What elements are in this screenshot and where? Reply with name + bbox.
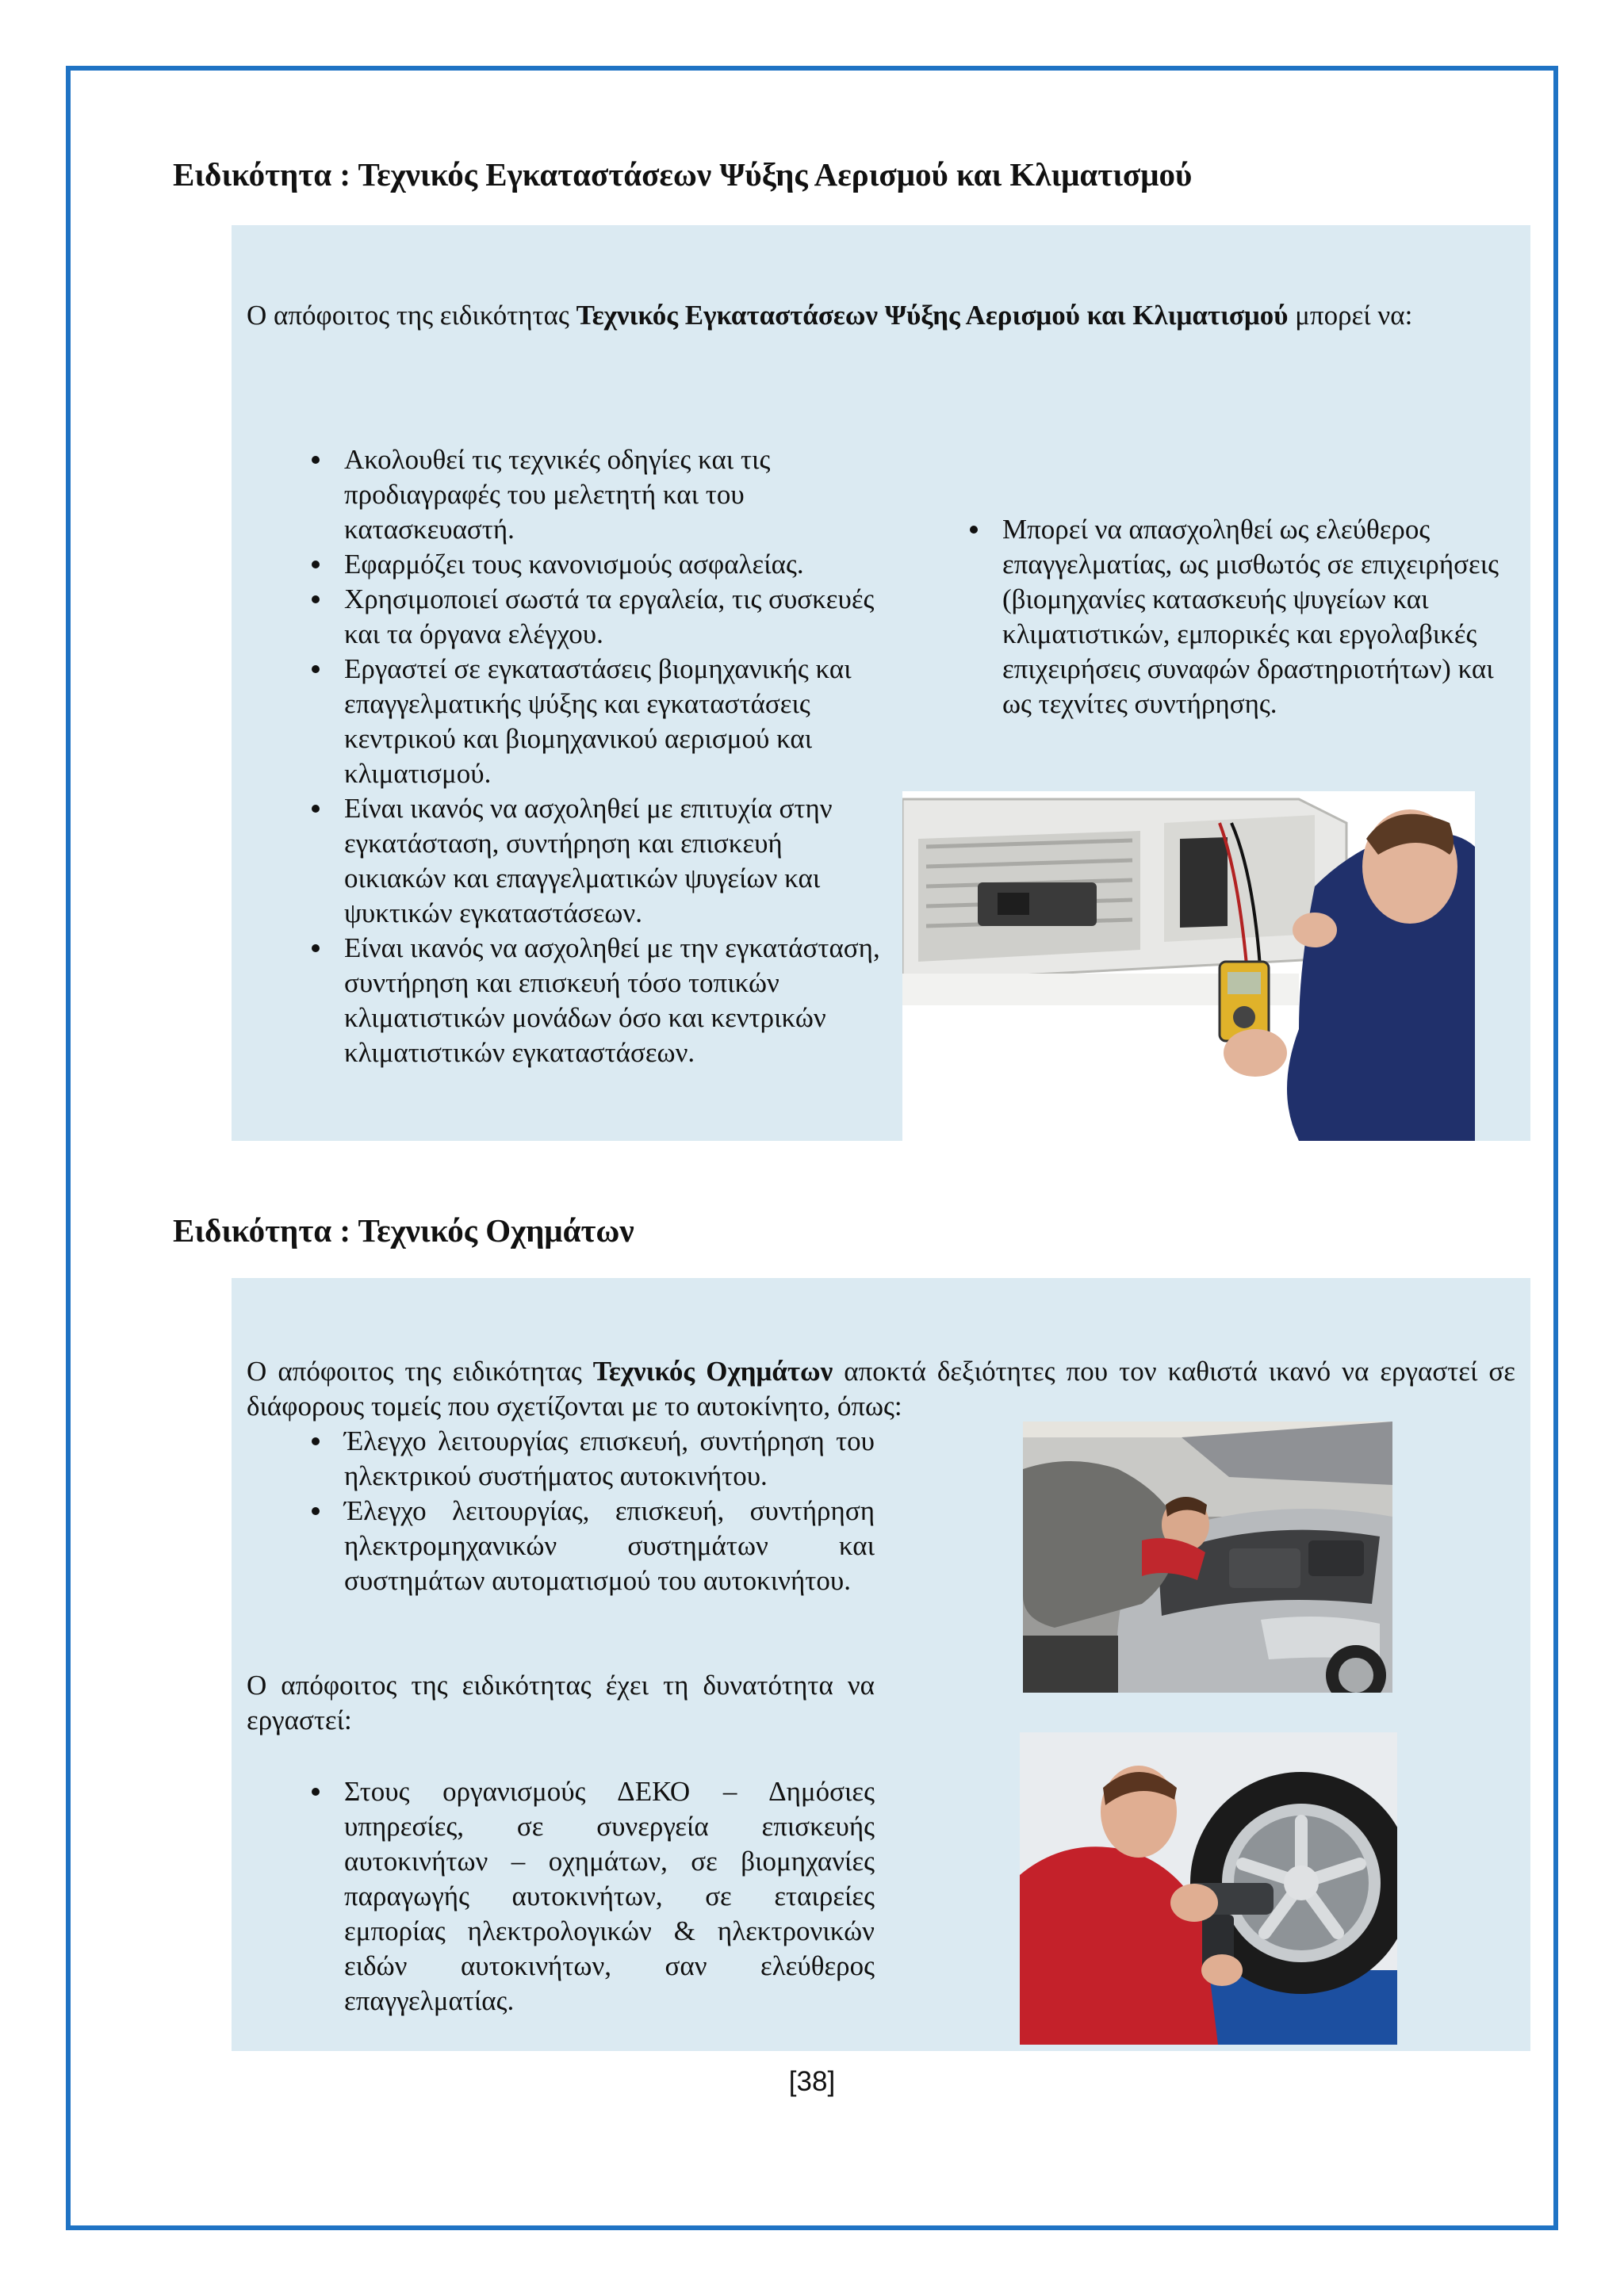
vehicles-employment-list [247,1774,875,2019]
list-item: Μπορεί να απασχοληθεί ως ελεύθερος επαγγελματίας, ως μισθωτός σε επιχειρήσεις (βιομηχανίες κατασκευής ψυγείων και κλιματιστικών, εμπορικές και εργολαβικές επιχειρήσεις συναφών δραστηριοτήτων) και ως τεχνίτες συντήρησης. [905,512,1507,721]
list-item: Έλεγχο λειτουργίας, επισκευή, συντήρηση ηλεκτρομηχανικών συστημάτων και συστημάτων αυτοματισμού του αυτοκινήτου. [247,1494,875,1598]
bullet-icon [312,944,320,952]
section-heading-vehicles: Ειδικότητα : Τεχνικός Οχημάτων [173,1212,634,1249]
hvac-intro-text: Ο απόφοιτος της ειδικότητας [247,300,576,331]
tire-change-photo [1020,1732,1397,2045]
page-number: [38] [788,2066,836,2097]
bullet-icon [312,595,320,603]
vehicles-skills-list [247,1424,875,1598]
hvac-intro-specialty: Τεχνικός Εγκαταστάσεων Ψύξης Αερισμού και Κλιματισμού [576,300,1289,331]
list-item: Εργαστεί σε εγκαταστάσεις βιομηχανικής και επαγγελματικής ψύξης και εγκαταστάσεις κεντρικού και βιομηχανικού αερισμού και κλιματισμού. [247,652,881,791]
list-item: Εφαρμόζει τους κανονισμούς ασφαλείας. [247,547,881,582]
hvac-intro-tail: μπορεί να: [1288,300,1413,331]
vehicles-intro-tail: αποκτά δεξιότητες που τον καθιστά ικανό να εργαστεί σε διάφορους τομείς που σχετίζονται με το αυτοκίνητο, όπως: [247,1356,1515,1422]
list-item: Έλεγχο λειτουργίας επισκευή, συντήρηση του ηλεκτρικού συστήματος αυτοκινήτου. [247,1424,875,1494]
vehicles-intro [247,1354,1515,1424]
section-heading-hvac: Ειδικότητα : Τεχνικός Εγκαταστάσεων Ψύξης Αερισμού και Κλιματισμού [173,156,1193,193]
hvac-intro [247,298,1515,333]
vehicles-employment-intro: Ο απόφοιτος της ειδικότητας έχει τη δυνατότητα να εργαστεί: [247,1670,875,1735]
hvac-technician-image [902,791,1475,1141]
car-engine-image [1023,1422,1392,1693]
hvac-skills-list [247,442,881,1070]
vehicles-intro-text: Ο απόφοιτος της ειδικότητας [247,1356,593,1387]
bullet-icon [312,456,320,464]
bullet-icon [312,561,320,568]
list-item: Στους οργανισμούς ΔΕΚΟ – Δημόσιες υπηρεσίες, σε συνεργεία επισκευής αυτοκινήτων – οχημάτων, σε βιομηχανίες παραγωγής αυτοκινήτων, σε εταιρείες εμπορίας ηλεκτρολογικών & ηλεκτρονικών ειδών αυτοκινήτων, σαν ελεύθερος επαγγελματίας. [247,1774,875,2019]
hvac-employment-list [905,512,1507,721]
hvac-technician-photo [902,791,1475,1141]
list-item: Ακολουθεί τις τεχνικές οδηγίες και τις προδιαγραφές του μελετητή και του κατασκευαστή. [247,442,881,547]
vehicles-intro-specialty: Τεχνικός Οχημάτων [592,1356,833,1387]
bullet-icon [312,1437,320,1445]
bullet-icon [312,1507,320,1515]
list-item: Χρησιμοποιεί σωστά τα εργαλεία, τις συσκευές και τα όργανα ελέγχου. [247,582,881,652]
tire-change-image [1020,1732,1397,2045]
list-item: Είναι ικανός να ασχοληθεί με επιτυχία στην εγκατάσταση, συντήρηση και επισκευή οικιακών και επαγγελματικών ψυγείων και ψυκτικών εγκαταστάσεων. [247,791,881,931]
bullet-icon [970,526,978,534]
car-engine-photo [1023,1422,1392,1693]
bullet-icon [312,665,320,673]
bullet-icon [312,1788,320,1796]
list-item: Είναι ικανός να ασχοληθεί με την εγκατάσταση, συντήρηση και επισκευή τόσο τοπικών κλιματιστικών μονάδων όσο και κεντρικών κλιματιστικών εγκαταστάσεων. [247,931,881,1070]
bullet-icon [312,805,320,813]
